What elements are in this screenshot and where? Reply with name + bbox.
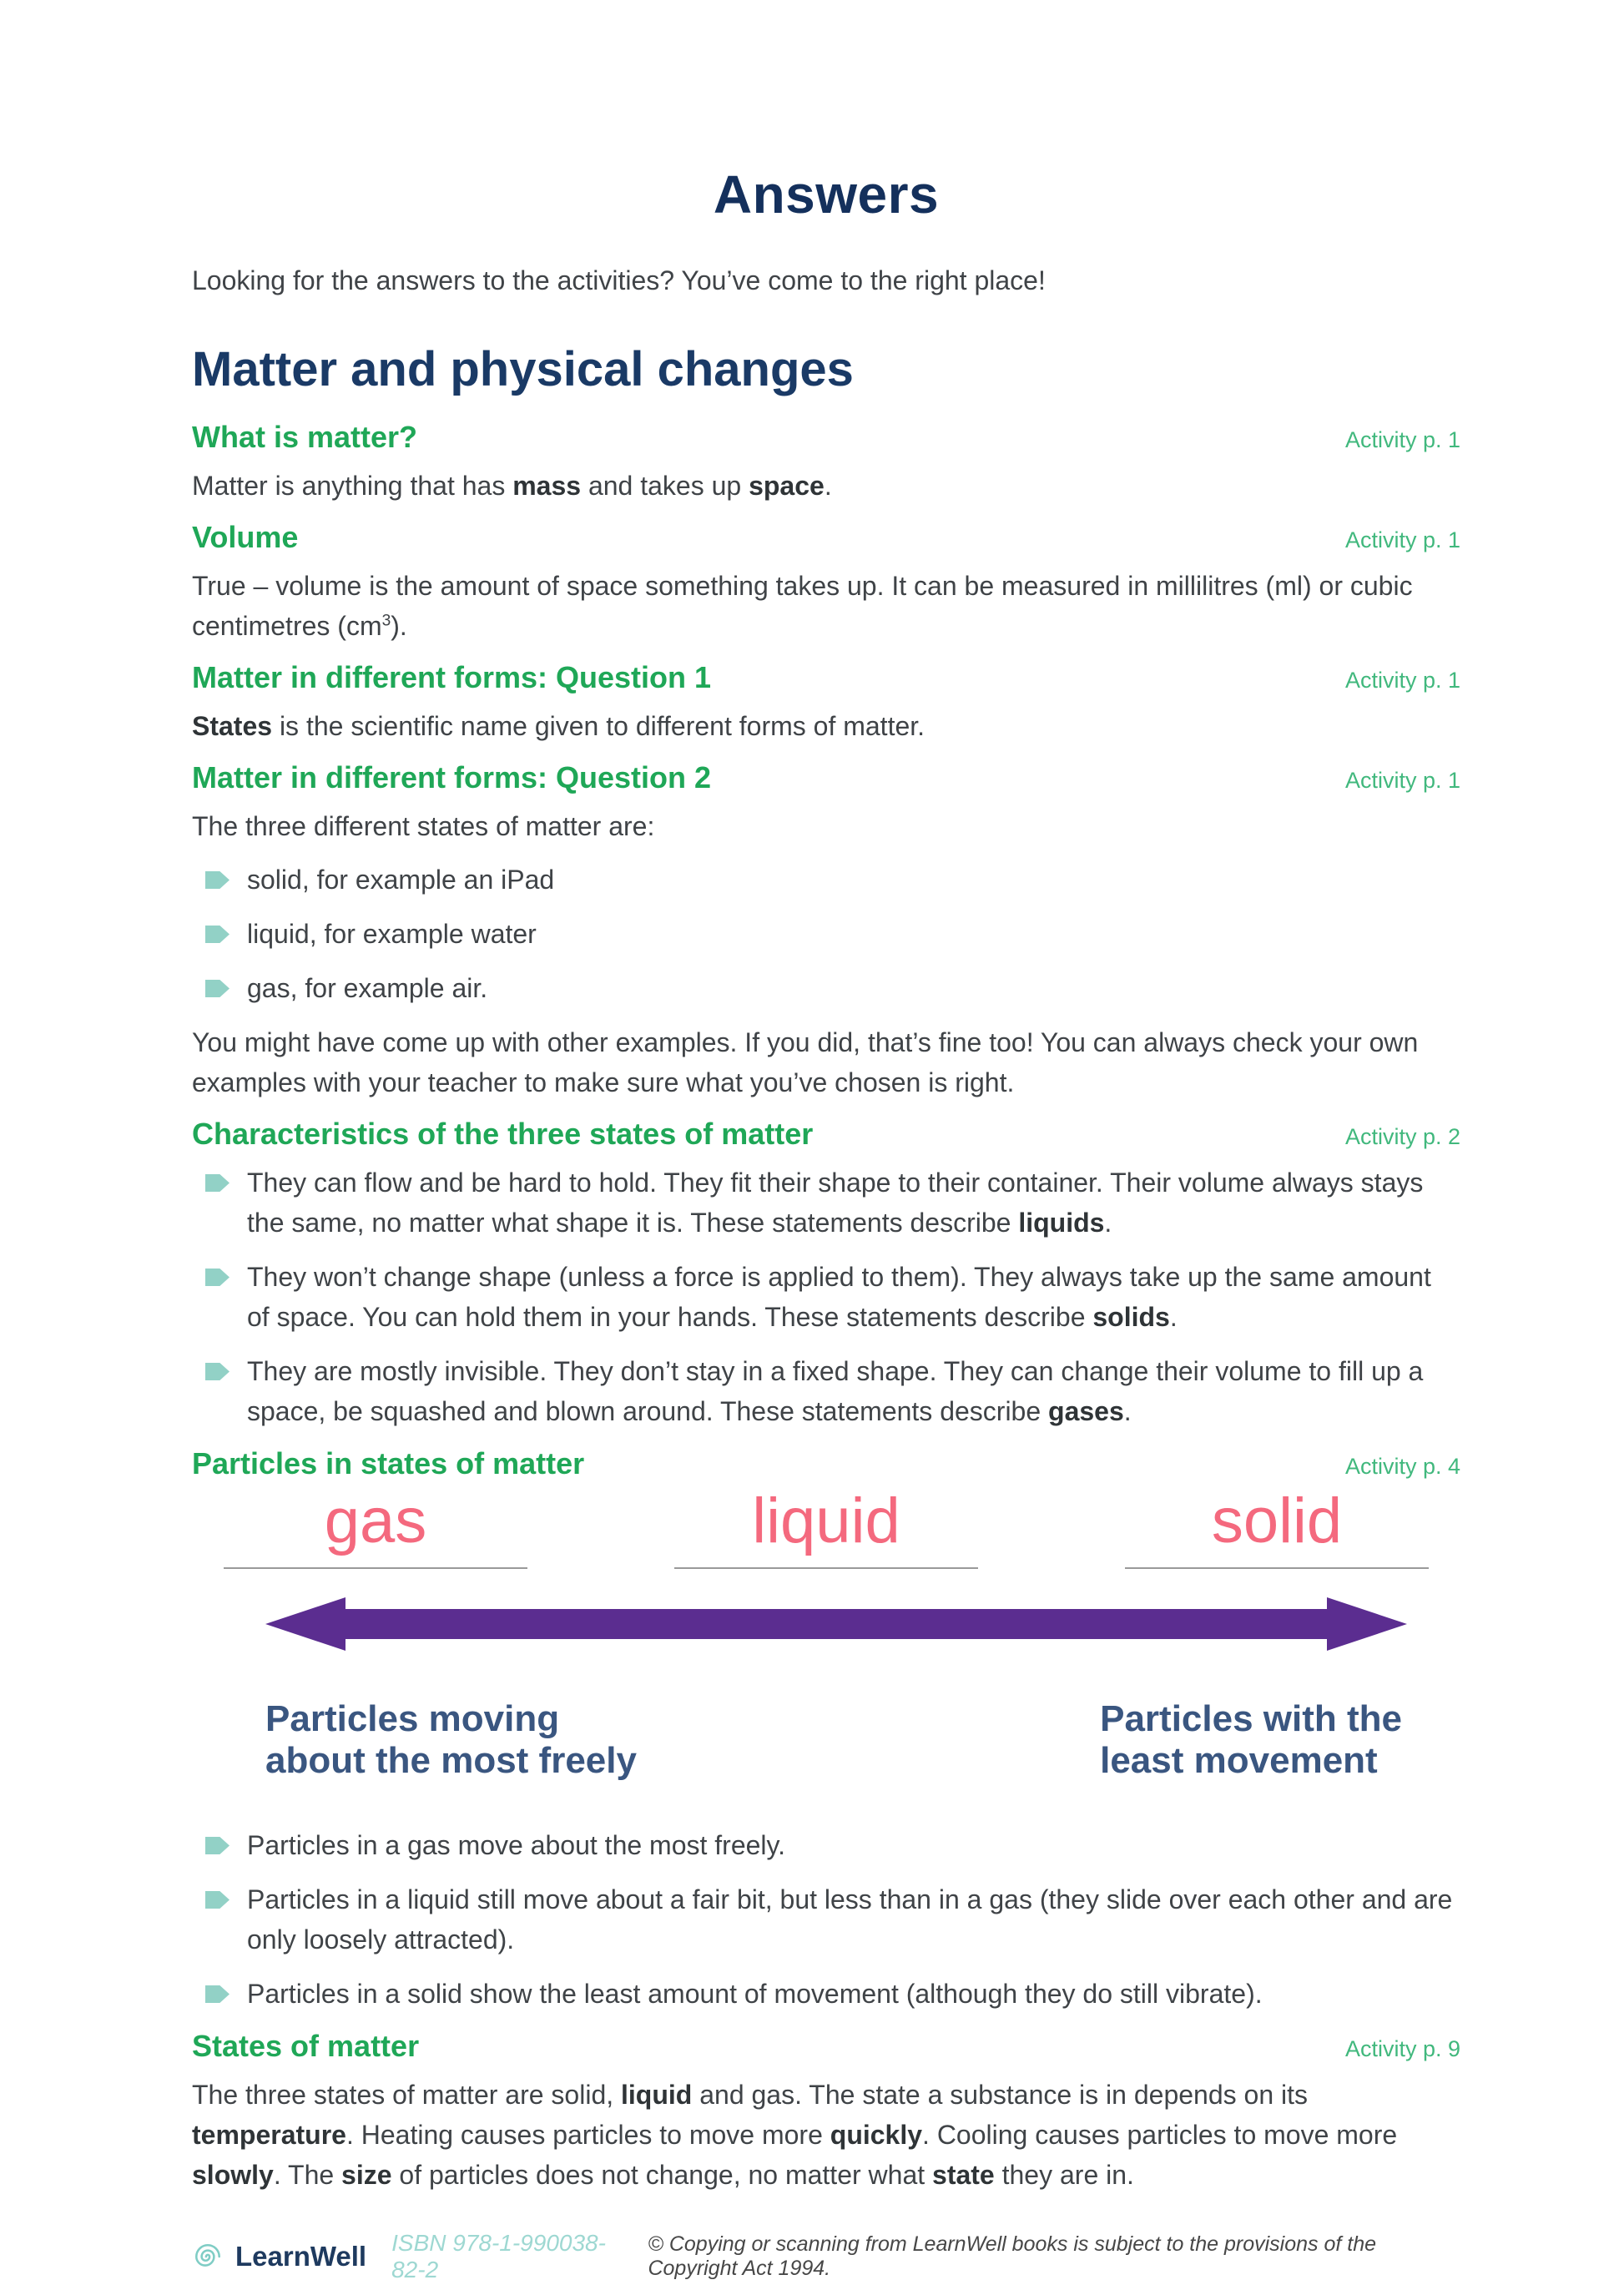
answer-line <box>674 1567 978 1569</box>
diagram-label-line: least movement <box>1100 1740 1378 1781</box>
answer-states-name: States is the scientific name given to different forms of matter. <box>192 711 925 741</box>
term-label-solid: solid <box>1211 1485 1343 1556</box>
bullet-arrow-icon <box>205 871 229 889</box>
list-item-text: They won’t change shape (unless a force is applied to them). They always take up the same amount of space. You can hold them in your hands. These statements describe solids. <box>247 1262 1431 1332</box>
isbn-text: ISBN 978-1-990038-82-2 <box>391 2230 606 2282</box>
bullet-arrow-icon <box>205 1174 229 1192</box>
section-row-forms-q2 <box>192 759 1460 796</box>
particle-movement-list <box>192 1825 1460 2014</box>
diagram-label-line: Particles moving <box>265 1698 560 1739</box>
learnwell-logo-icon <box>192 2241 224 2272</box>
answer-matter-definition: Matter is anything that has mass and takes up space. <box>192 471 832 501</box>
diagram-term-gas <box>192 1487 559 1569</box>
list-item-liquids <box>192 1163 1460 1243</box>
list-item-gas-example <box>192 968 1460 1008</box>
activity-ref-what-is-matter: Activity p. 1 <box>1344 427 1460 452</box>
list-item-gases <box>192 1351 1460 1431</box>
list-item-text: liquid, for example water <box>247 919 537 949</box>
term-label-liquid: liquid <box>752 1485 900 1556</box>
list-item-solids <box>192 1257 1460 1337</box>
list-item-solid-movement <box>192 1974 1460 2014</box>
bullet-arrow-icon <box>205 1363 229 1380</box>
list-item-text: They can flow and be hard to hold. They fit their shape to their container. Their volume always stays the same, no matter what shape it is. These statements describe liquids. <box>247 1168 1424 1238</box>
diagram-label-most-movement <box>265 1698 637 1782</box>
activity-ref-forms-q2: Activity p. 1 <box>1344 768 1460 793</box>
diagram-label-line: about the most freely <box>265 1740 637 1781</box>
term-label-gas: gas <box>324 1485 427 1556</box>
list-item-solid-example <box>192 860 1460 900</box>
answer-line <box>1125 1567 1429 1569</box>
bullet-arrow-icon <box>205 980 229 997</box>
diagram-term-liquid <box>643 1487 1010 1569</box>
copyright-text: © Copying or scanning from LearnWell books is subject to the provisions of the Copyright Act 1994. <box>648 2232 1377 2280</box>
section-heading-forms-q2: Matter in different forms: Question 2 <box>192 760 712 794</box>
activity-ref-characteristics: Activity p. 2 <box>1344 1124 1460 1149</box>
brand-name: LearnWell <box>235 2241 367 2272</box>
list-item-text: They are mostly invisible. They don’t stay in a fixed shape. They can change their volume to fill up a space, be squashed and blown around. These statements describe gases. <box>247 1356 1424 1426</box>
diagram-term-solid <box>1093 1487 1460 1569</box>
double-headed-arrow <box>265 1597 1407 1651</box>
section-row-what-is-matter <box>192 419 1460 456</box>
section-row-volume <box>192 519 1460 556</box>
list-item-text: solid, for example an iPad <box>247 865 555 895</box>
answer-line <box>224 1567 527 1569</box>
section-row-characteristics <box>192 1116 1460 1153</box>
list-item-text: Particles in a solid show the least amount of movement (although they do still vibrate). <box>247 1979 1263 2009</box>
list-item-gas-movement <box>192 1825 1460 1865</box>
section-heading-volume: Volume <box>192 520 299 554</box>
answer-states-summary: The three states of matter are solid, liquid and gas. The state a substance is in depends on its temperature. Heating causes particles to move more quickly. Cooling causes particles to move more slowly. The size of particles does not change, no matter what state they are in. <box>192 2080 1398 2190</box>
list-item-liquid-example <box>192 914 1460 954</box>
bullet-arrow-icon <box>205 926 229 943</box>
bullet-arrow-icon <box>205 1837 229 1854</box>
bullet-arrow-icon <box>205 1269 229 1286</box>
activity-ref-volume: Activity p. 1 <box>1344 527 1460 552</box>
answer-three-states-intro: The three different states of matter are: <box>192 811 655 841</box>
page-footer <box>192 2230 1460 2283</box>
intro-text: Looking for the answers to the activities? You’ve come to the right place! <box>192 265 1046 295</box>
section-heading-states-of-matter: States of matter <box>192 2029 420 2063</box>
section-heading-characteristics: Characteristics of the three states of matter <box>192 1117 814 1151</box>
characteristics-list <box>192 1163 1460 1431</box>
diagram-labels-row <box>265 1698 1402 1782</box>
section-row-states-of-matter <box>192 2028 1460 2065</box>
answer-other-examples: You might have come up with other examples. If you did, that’s fine too! You can always check your own examples with your teacher to make sure what you’ve chosen is right. <box>192 1027 1419 1097</box>
section-heading-particles: Particles in states of matter <box>192 1446 585 1480</box>
page-title: Answers <box>713 164 940 224</box>
bullet-arrow-icon <box>205 1891 229 1909</box>
list-item-text: Particles in a gas move about the most freely. <box>247 1830 786 1860</box>
diagram-label-least-movement <box>1100 1698 1402 1782</box>
list-item-liquid-movement <box>192 1879 1460 1960</box>
activity-ref-states-of-matter: Activity p. 9 <box>1344 2036 1460 2061</box>
section-heading-what-is-matter: What is matter? <box>192 420 418 454</box>
chapter-heading: Matter and physical changes <box>192 342 854 396</box>
activity-ref-forms-q1: Activity p. 1 <box>1344 668 1460 693</box>
section-row-forms-q1 <box>192 659 1460 696</box>
list-item-text: gas, for example air. <box>247 973 488 1003</box>
diagram-label-line: Particles with the <box>1100 1698 1402 1739</box>
examples-list <box>192 860 1460 1008</box>
section-heading-forms-q1: Matter in different forms: Question 1 <box>192 660 712 694</box>
section-row-particles <box>192 1445 1460 1482</box>
bullet-arrow-icon <box>205 1985 229 2003</box>
answer-volume: True – volume is the amount of space something takes up. It can be measured in millilitres (ml) or cubic centimetres $(cm^3)$. <box>192 571 1413 641</box>
activity-ref-particles: Activity p. 4 <box>1344 1454 1460 1479</box>
list-item-text: Particles in a liquid still move about a fair bit, but less than in a gas (they slide over each other and are only loosely attracted). <box>247 1884 1453 1955</box>
particles-diagram <box>192 1487 1460 1782</box>
diagram-terms-row <box>192 1487 1460 1569</box>
